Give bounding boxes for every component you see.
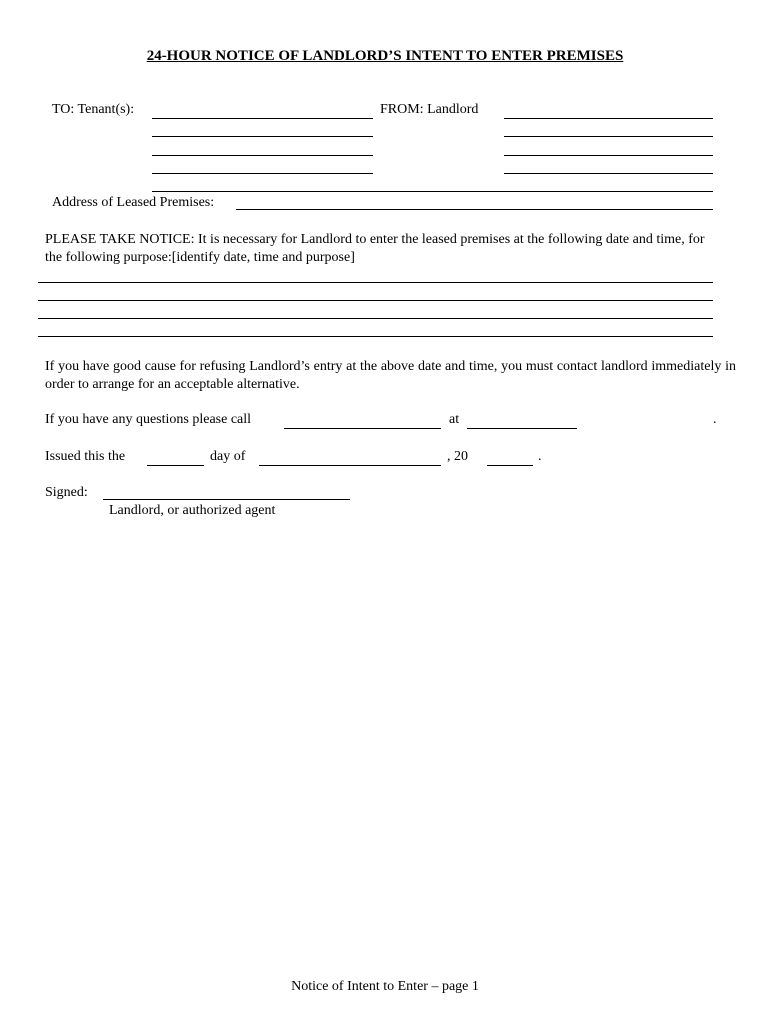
signed-label: Signed: (45, 485, 88, 500)
notice-paragraph: PLEASE TAKE NOTICE: It is necessary for Landlord to enter the leased premises at the following date and time, for the following purpose:[identify date, time and purpose] (45, 232, 705, 265)
signer-caption: Landlord, or authorized agent (109, 503, 276, 518)
to-tenants-label: TO: Tenant(s): (52, 102, 135, 117)
day-of-label: day of (210, 449, 246, 464)
issued-label: Issued this the (45, 449, 126, 464)
landlord-name-line-3[interactable] (504, 155, 713, 156)
landlord-name-line-4[interactable] (504, 173, 713, 174)
from-landlord-label: FROM: Landlord (380, 102, 479, 117)
contact-name-line[interactable] (284, 428, 441, 429)
purpose-line-4[interactable] (38, 336, 713, 337)
purpose-line-1[interactable] (38, 282, 713, 283)
contact-phone-line[interactable] (467, 428, 577, 429)
tenant-name-line-1[interactable] (152, 118, 373, 119)
issued-year-line[interactable] (487, 465, 533, 466)
refusal-paragraph: If you have good cause for refusing Landlord’s entry at the above date and time, you must contact landlord immediately in order to arrange for an acceptable alternative. (45, 359, 736, 392)
address-line-1[interactable] (152, 191, 713, 192)
purpose-line-2[interactable] (38, 300, 713, 301)
address-label: Address of Leased Premises: (52, 195, 215, 210)
issued-period: . (538, 449, 542, 464)
year-prefix: , 20 (447, 449, 468, 464)
tenant-name-line-4[interactable] (152, 173, 373, 174)
landlord-name-line-2[interactable] (504, 136, 713, 137)
issued-day-line[interactable] (147, 465, 204, 466)
address-line-2[interactable] (236, 209, 713, 210)
questions-period: . (713, 412, 717, 427)
purpose-line-3[interactable] (38, 318, 713, 319)
at-label: at (449, 412, 460, 427)
document-title: 24-HOUR NOTICE OF LANDLORD’S INTENT TO ENTER PREMISES (146, 48, 624, 64)
questions-label: If you have any questions please call (45, 412, 252, 427)
page-footer: Notice of Intent to Enter – page 1 (291, 979, 479, 994)
issued-month-line[interactable] (259, 465, 441, 466)
landlord-name-line-1[interactable] (504, 118, 713, 119)
tenant-name-line-3[interactable] (152, 155, 373, 156)
signature-line[interactable] (103, 499, 350, 500)
tenant-name-line-2[interactable] (152, 136, 373, 137)
